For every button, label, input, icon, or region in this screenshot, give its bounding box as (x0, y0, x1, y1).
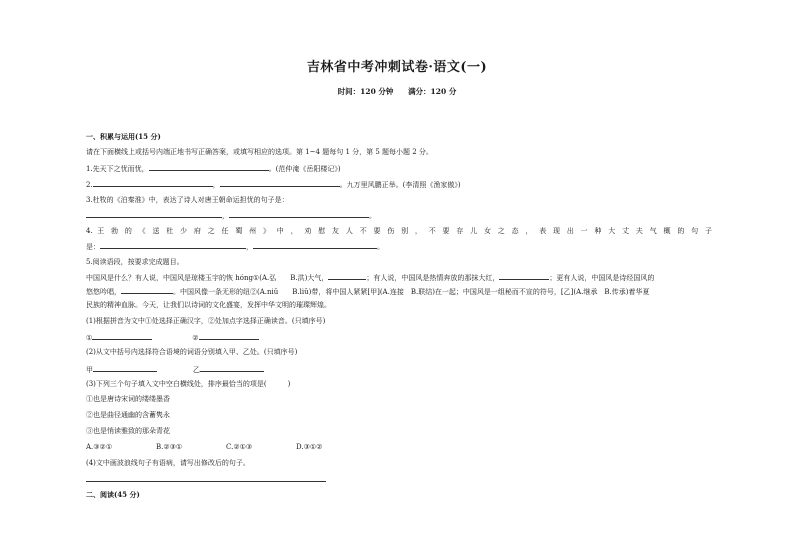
sub-question-3-option: ①也是唐诗宋词的缕缕墨香 (86, 395, 170, 403)
answer-blank[interactable] (253, 241, 377, 249)
instruction: 请在下面横线上或括号内端正地书写正确答案，或填写相应的选项。第 1~4 题每句 1 分，第 5 题每小题 2 分。 (86, 148, 433, 156)
answer-blank[interactable] (199, 332, 259, 340)
answer-blank[interactable] (93, 179, 213, 187)
answer-blank[interactable] (86, 210, 222, 218)
passage-line-2: 悠悠吟唱， 。中国风像一条无形的纽②(A.niǔ B.liǔ)带，将中国人紧紧[甲](A.连接 B.联结)在一起；中国风是一组秘而不宣的符号，[乙](A.继承 B.传承)着华夏 (86, 288, 650, 296)
sub-question-2-answer: 甲 乙 (86, 364, 264, 375)
question-1: 1.先天下之忧而忧， 。(范仲淹《岳阳楼记》) (86, 165, 341, 173)
sub-question-1: (1)根据拼音为文中①处选择正确汉字，②处加点字选择正确读音。(只填序号) (86, 317, 326, 325)
sub-question-1-answer: ① ② (86, 332, 259, 343)
passage-line-1: 中国风是什么？有人说，中国风是琼楼玉宇的恢 hóng①(A.弘 B.洪)大气， ；有人说，中国风是热情奔放的那抹大红， ；更有人说，中国风是诗经国风的 (86, 274, 655, 282)
answer-blank[interactable] (328, 272, 366, 280)
sub-question-4: (4)文中画波浪线句子有语病，请写出修改后的句子。 (86, 459, 250, 467)
choice-b[interactable]: B.②③① (156, 443, 183, 451)
sub-question-4-answer (86, 474, 326, 485)
answer-blank[interactable] (149, 163, 269, 171)
exam-score: 满分：120 分 (408, 87, 457, 96)
answer-blank[interactable] (499, 272, 549, 280)
question-4: 4. 王 勃 的 《 送 杜 少 府 之 任 蜀 州 》 中 ， 劝 慰 友 人 不 要 伤 别 ， 不 要 存 儿 女 之 态 ， 表 现 出 一 种 大 丈 夫 气 概 的 句 子 (86, 227, 712, 235)
question-5: 5.阅读语段，按要求完成题目。 (86, 258, 184, 266)
sub-question-3-choices (86, 442, 366, 452)
choice-c[interactable]: C.②①③ (226, 443, 253, 451)
answer-blank[interactable] (86, 474, 326, 482)
exam-time: 时间：120 分钟 (337, 87, 394, 96)
sub-question-3-option: ③也是悄读雅致的那朵青花 (86, 427, 170, 435)
sub-question-2: (2)从文中括号内选择符合语境的词语分别填入甲、乙处。(只填序号) (86, 348, 298, 356)
answer-blank[interactable] (100, 241, 246, 249)
answer-blank[interactable] (200, 364, 264, 372)
answer-blank[interactable] (92, 332, 152, 340)
sub-question-3-option: ②也是曲径通幽的含蓄隽永 (86, 411, 170, 419)
question-2: 2. ， 。九万里风鹏正举。(李清照《渔家傲》) (86, 181, 461, 189)
choice-d[interactable]: D.③①② (296, 443, 323, 451)
exam-meta (0, 86, 794, 97)
page-title: 吉林省中考冲刺试卷·语文(一) (306, 60, 488, 75)
question-3-answer: ， 。 (86, 210, 376, 221)
answer-blank[interactable] (220, 179, 340, 187)
answer-blank[interactable] (93, 364, 157, 372)
question-4-answer: 是： ， 。 (86, 243, 384, 251)
answer-blank[interactable] (229, 210, 369, 218)
sub-question-3: (3)下列三个句子填入文中空白横线处，排序最恰当的项是( ) (86, 380, 291, 388)
section-1-heading: 一、积累与运用(15 分) (86, 132, 161, 141)
choice-a[interactable]: A.③②① (86, 443, 113, 451)
answer-blank[interactable] (121, 286, 173, 294)
question-3: 3.杜牧的《泊秦淮》中，表达了诗人对唐王朝命运担忧的句子是： (86, 196, 289, 204)
section-2-heading: 二、阅读(45 分) (86, 490, 140, 499)
passage-line-3: 民族的精神血脉。今天，让我们以诗词的文化盛宴，发挥中华文明的璀璨辉煌。 (86, 301, 331, 309)
